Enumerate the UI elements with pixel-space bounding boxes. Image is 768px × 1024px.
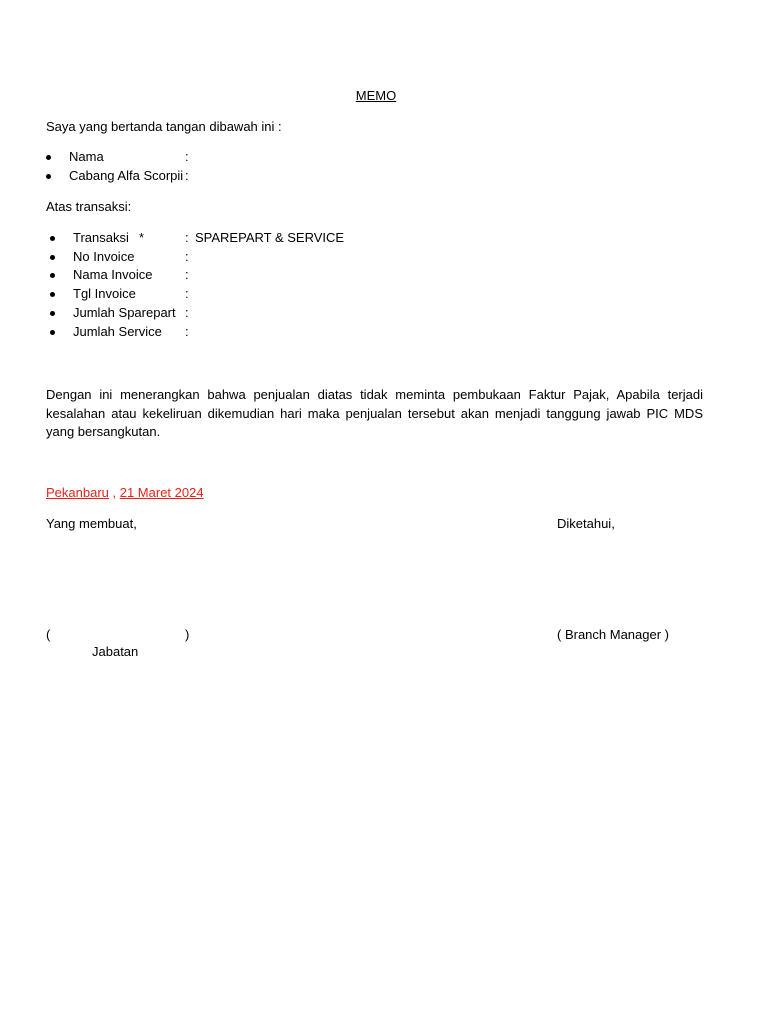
field-colon: : bbox=[185, 149, 189, 164]
statement-paragraph: Dengan ini menerangkan bahwa penjualan diatas tidak meminta pembukaan Faktur Pajak, Apabila terjadi kesalahan atau kekeliruan dikemudian hari maka penjualan tersebut akan menjadi tanggung jawab PIC MDS yang bersangkutan. bbox=[46, 387, 703, 439]
maker-signature-open-paren: ( bbox=[46, 627, 51, 642]
field-label-cabang: Cabang Alfa Scorpii bbox=[69, 168, 184, 183]
place-text: Pekanbaru bbox=[46, 485, 109, 500]
intro-text: Saya yang bertanda tangan dibawah ini : bbox=[46, 119, 282, 134]
place-separator: , bbox=[108, 485, 120, 500]
field-colon: : bbox=[185, 305, 189, 320]
field-colon: : bbox=[185, 168, 189, 183]
field-colon: : bbox=[185, 324, 189, 339]
field-label-jumlah-sparepart: Jumlah Sparepart bbox=[73, 305, 176, 320]
place-date-line bbox=[46, 485, 204, 501]
bullet-icon bbox=[46, 155, 51, 160]
bullet-icon bbox=[50, 273, 55, 278]
memo-title: MEMO bbox=[355, 88, 397, 103]
field-label-nama-invoice: Nama Invoice bbox=[73, 267, 153, 282]
acknowledger-label: Diketahui, bbox=[557, 516, 615, 531]
field-label-no-invoice: No Invoice bbox=[73, 249, 135, 264]
date-text: 21 Maret 2024 bbox=[119, 485, 204, 500]
bullet-icon bbox=[46, 174, 51, 179]
field-value-transaksi: SPAREPART & SERVICE bbox=[195, 230, 345, 245]
field-label-tgl-invoice: Tgl Invoice bbox=[73, 286, 136, 301]
field-label-transaksi: Transaksi bbox=[73, 230, 129, 245]
transaction-heading: Atas transaksi: bbox=[46, 199, 132, 214]
maker-position: Jabatan bbox=[92, 644, 139, 659]
required-marker: * bbox=[139, 230, 145, 245]
bullet-icon bbox=[50, 311, 55, 316]
bullet-icon bbox=[50, 255, 55, 260]
bullet-icon bbox=[50, 330, 55, 335]
field-label-nama: Nama bbox=[69, 149, 104, 164]
maker-label: Yang membuat, bbox=[46, 516, 137, 531]
field-label-jumlah-service: Jumlah Service bbox=[73, 324, 162, 339]
bullet-icon bbox=[50, 236, 55, 241]
bullet-icon bbox=[50, 292, 55, 297]
field-colon: : bbox=[185, 286, 189, 301]
maker-signature-close-paren: ) bbox=[185, 627, 190, 642]
field-colon: : bbox=[185, 267, 189, 282]
field-colon: : bbox=[185, 249, 189, 264]
field-colon: : bbox=[185, 230, 189, 245]
acknowledger-name: ( Branch Manager ) bbox=[557, 627, 669, 642]
